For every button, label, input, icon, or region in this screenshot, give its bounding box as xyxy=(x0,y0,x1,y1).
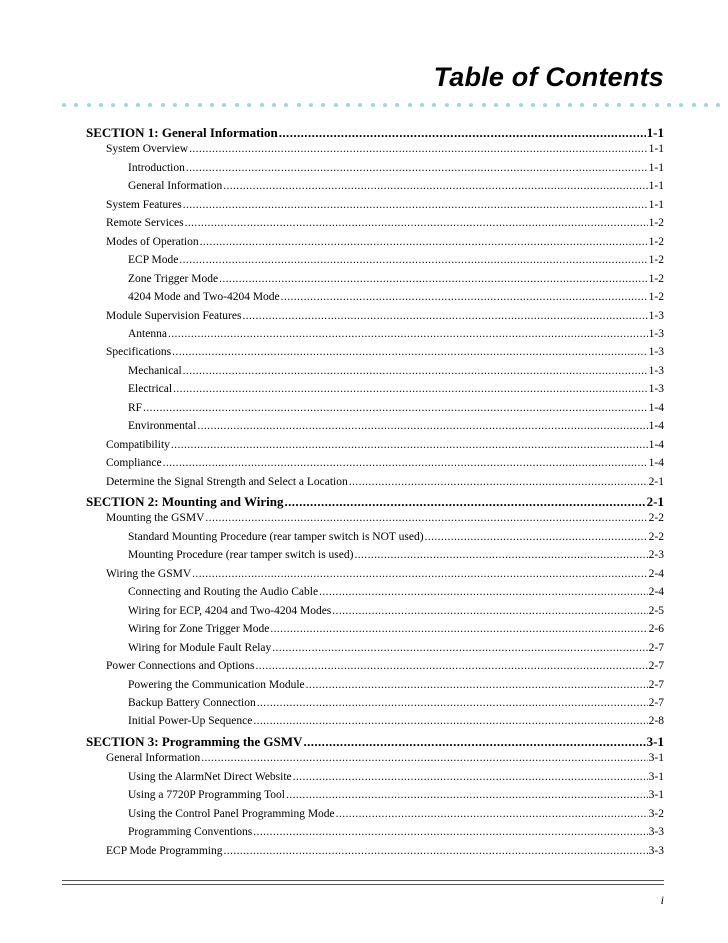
dot-leader xyxy=(172,346,648,358)
dot-leader xyxy=(253,715,647,727)
toc-entry-title: Modes of Operation xyxy=(106,235,199,248)
toc-page-number: 2-8 xyxy=(648,715,664,728)
toc-entry[interactable] xyxy=(128,402,664,420)
toc-entry[interactable] xyxy=(128,420,664,438)
toc-entry[interactable] xyxy=(106,845,664,863)
dot-leader xyxy=(201,752,647,764)
dot-leader xyxy=(173,383,648,395)
toc-entry-title: Wiring for Module Fault Relay xyxy=(128,641,272,654)
dot-leader xyxy=(197,420,647,432)
page-number: i xyxy=(660,893,664,907)
toc-entry[interactable] xyxy=(128,715,664,733)
dot-leader xyxy=(306,679,648,691)
dot-leader xyxy=(253,826,647,838)
divider-dot xyxy=(62,103,66,107)
dot-leader xyxy=(205,512,647,524)
footer-rule-secondary xyxy=(62,884,664,885)
toc-entry[interactable] xyxy=(128,679,664,697)
toc-page-number: 2-4 xyxy=(648,586,664,599)
toc-page-number: 1-3 xyxy=(648,309,664,322)
toc-entry[interactable] xyxy=(128,365,664,383)
toc-page-number: 3-3 xyxy=(648,826,664,839)
divider-dot xyxy=(210,103,214,107)
divider-dot xyxy=(667,103,671,107)
toc-page-number: 1-2 xyxy=(648,217,664,230)
dot-leader xyxy=(425,531,648,543)
divider-dot xyxy=(457,103,461,107)
toc-page-number: 2-4 xyxy=(648,567,664,580)
toc-entry[interactable] xyxy=(128,531,664,549)
dotted-divider xyxy=(62,103,728,107)
toc-entry[interactable] xyxy=(128,383,664,401)
toc-entry[interactable] xyxy=(128,162,664,180)
toc-page-number: 2-5 xyxy=(648,604,664,617)
toc-entry-title: RF xyxy=(128,401,143,414)
toc-entry-title: Mounting the GSMV xyxy=(106,512,205,525)
toc-page-number: 2-1 xyxy=(646,494,664,509)
toc-page-number: 1-3 xyxy=(648,364,664,377)
toc-page-number: 1-1 xyxy=(646,125,664,140)
dot-leader xyxy=(179,254,647,266)
toc-entry-title: Mechanical xyxy=(128,364,182,377)
toc-entry[interactable] xyxy=(106,476,664,494)
divider-dot xyxy=(482,103,486,107)
toc-entry-title: Initial Power-Up Sequence xyxy=(128,715,253,728)
dot-leader xyxy=(284,494,645,510)
divider-dot xyxy=(556,103,560,107)
toc-page-number: 2-3 xyxy=(648,549,664,562)
page-title: Table of Contents xyxy=(433,62,664,92)
toc-page-number: 1-2 xyxy=(648,291,664,304)
divider-dot xyxy=(692,103,696,107)
toc-entry[interactable] xyxy=(128,549,664,567)
divider-dot xyxy=(679,103,683,107)
toc-entry[interactable] xyxy=(106,143,664,161)
divider-dot xyxy=(568,103,572,107)
toc-entry-title: Backup Battery Connection xyxy=(128,696,256,709)
divider-dot xyxy=(432,103,436,107)
toc-section-entry[interactable] xyxy=(86,125,664,143)
divider-dot xyxy=(124,103,128,107)
toc-section-entry[interactable] xyxy=(86,734,664,752)
toc-page-number: 2-6 xyxy=(648,623,664,636)
toc-page-number: 1-4 xyxy=(648,438,664,451)
toc-page-number: 1-4 xyxy=(648,457,664,470)
divider-dot xyxy=(99,103,103,107)
toc-page-number: 1-3 xyxy=(648,346,664,359)
toc-entry[interactable] xyxy=(128,328,664,346)
divider-dot xyxy=(148,103,152,107)
dot-leader xyxy=(185,217,648,229)
toc-entry-title: Remote Services xyxy=(106,217,184,230)
toc-entry-title: Environmental xyxy=(128,420,197,433)
toc-entry[interactable] xyxy=(128,771,664,789)
divider-dot xyxy=(247,103,251,107)
toc-entry[interactable] xyxy=(128,826,664,844)
divider-dot xyxy=(161,103,165,107)
divider-dot xyxy=(272,103,276,107)
toc-page-number: 1-2 xyxy=(648,254,664,267)
toc-entry-title: Wiring for Zone Trigger Mode xyxy=(128,623,270,636)
dot-leader xyxy=(354,549,647,561)
dot-leader xyxy=(183,199,648,211)
divider-dot xyxy=(309,103,313,107)
toc-page-number: 1-3 xyxy=(648,327,664,340)
dot-leader xyxy=(349,476,648,488)
divider-dot xyxy=(371,103,375,107)
divider-dot xyxy=(506,103,510,107)
dot-leader xyxy=(186,162,648,174)
toc-entry[interactable] xyxy=(128,586,664,604)
toc-entry[interactable] xyxy=(128,605,664,623)
toc-entry-title: Compatibility xyxy=(106,438,170,451)
toc-page-number: 3-1 xyxy=(648,770,664,783)
toc-entry[interactable] xyxy=(128,789,664,807)
dot-leader xyxy=(270,623,647,635)
divider-dot xyxy=(655,103,659,107)
divider-dot xyxy=(716,103,720,107)
divider-dot xyxy=(531,103,535,107)
divider-dot xyxy=(235,103,239,107)
toc-entry[interactable] xyxy=(106,346,664,364)
toc-page-number: 1-2 xyxy=(648,272,664,285)
dot-leader xyxy=(272,642,647,654)
toc-entry-title: Compliance xyxy=(106,457,162,470)
toc-page-number: 2-2 xyxy=(648,512,664,525)
dot-leader xyxy=(336,808,648,820)
dot-leader xyxy=(293,771,648,783)
divider-dot xyxy=(87,103,91,107)
toc-entry-title: SECTION 2: Mounting and Wiring xyxy=(86,494,284,509)
toc-entry[interactable] xyxy=(106,568,664,586)
toc-entry[interactable] xyxy=(106,752,664,770)
dot-leader xyxy=(256,660,648,672)
toc-page-number: 1-1 xyxy=(648,198,664,211)
divider-dot xyxy=(260,103,264,107)
toc-entry[interactable] xyxy=(128,697,664,715)
toc-page-number: 2-7 xyxy=(648,678,664,691)
dot-leader xyxy=(257,697,648,709)
divider-dot xyxy=(321,103,325,107)
toc-entry[interactable] xyxy=(106,199,664,217)
divider-dot xyxy=(173,103,177,107)
divider-dot xyxy=(284,103,288,107)
toc-entry[interactable] xyxy=(128,291,664,309)
toc-entry-title: Determine the Signal Strength and Select a Location xyxy=(106,475,348,488)
dot-leader xyxy=(223,180,647,192)
toc-entry[interactable] xyxy=(106,217,664,235)
toc-entry-title: Introduction xyxy=(128,161,185,174)
toc-entry-title: Power Connections and Options xyxy=(106,660,255,673)
footer-rule xyxy=(62,880,664,881)
toc-entry-title: Antenna xyxy=(128,327,167,340)
dot-leader xyxy=(281,291,648,303)
divider-dot xyxy=(704,103,708,107)
divider-dot xyxy=(111,103,115,107)
toc-page-number: 1-2 xyxy=(648,235,664,248)
toc-entry-title: SECTION 1: General Information xyxy=(86,125,278,140)
toc-entry-title: Specifications xyxy=(106,346,172,359)
divider-dot xyxy=(334,103,338,107)
toc-entry-title: Mounting Procedure (rear tamper switch is used) xyxy=(128,549,354,562)
dot-leader xyxy=(168,328,648,340)
toc-entry[interactable] xyxy=(106,512,664,530)
toc-entry-title: Zone Trigger Mode xyxy=(128,272,219,285)
toc-entry-title: System Features xyxy=(106,198,182,211)
toc-entry-title: Module Supervision Features xyxy=(106,309,242,322)
toc-entry[interactable] xyxy=(128,642,664,660)
dot-leader xyxy=(183,365,648,377)
divider-dot xyxy=(543,103,547,107)
toc-entry-title: Using the Control Panel Programming Mode xyxy=(128,807,335,820)
divider-dot xyxy=(605,103,609,107)
dot-leader xyxy=(319,586,648,598)
toc-page-number: 3-3 xyxy=(648,844,664,857)
toc-page-number: 1-1 xyxy=(648,161,664,174)
dot-leader xyxy=(219,273,648,285)
toc-entry-title: General Information xyxy=(128,180,223,193)
toc-entry-title: Wiring for ECP, 4204 and Two-4204 Modes xyxy=(128,604,332,617)
toc-entry[interactable] xyxy=(128,623,664,641)
divider-dot xyxy=(408,103,412,107)
toc-page-number: 2-7 xyxy=(648,641,664,654)
divider-dot xyxy=(74,103,78,107)
divider-dot xyxy=(198,103,202,107)
divider-dot xyxy=(593,103,597,107)
toc-entry-title: Connecting and Routing the Audio Cable xyxy=(128,586,319,599)
toc-entry-title: Electrical xyxy=(128,383,173,396)
dot-leader xyxy=(332,605,647,617)
dot-leader xyxy=(286,789,648,801)
toc-entry-title: Using the AlarmNet Direct Website xyxy=(128,770,292,783)
toc-page-number: 2-7 xyxy=(648,696,664,709)
toc-entry[interactable] xyxy=(128,254,664,272)
dot-leader xyxy=(279,125,646,141)
toc-entry[interactable] xyxy=(106,439,664,457)
toc-entry-title: Standard Mounting Procedure (rear tamper switch is NOT used) xyxy=(128,530,424,543)
dot-leader xyxy=(200,236,648,248)
toc-entry[interactable] xyxy=(106,660,664,678)
toc-entry-title: ECP Mode Programming xyxy=(106,844,223,857)
toc-entry-title: Programming Conventions xyxy=(128,826,253,839)
toc-entry[interactable] xyxy=(128,808,664,826)
toc-entry-title: ECP Mode xyxy=(128,254,179,267)
divider-dot xyxy=(383,103,387,107)
toc-page-number: 2-1 xyxy=(648,475,664,488)
dot-leader xyxy=(192,568,648,580)
toc-entry[interactable] xyxy=(106,457,664,475)
divider-dot xyxy=(630,103,634,107)
divider-dot xyxy=(346,103,350,107)
dot-leader xyxy=(189,143,648,155)
divider-dot xyxy=(395,103,399,107)
toc-page-number: 2-2 xyxy=(648,530,664,543)
toc-page-number: 3-1 xyxy=(648,789,664,802)
divider-dot xyxy=(445,103,449,107)
toc-page-number: 3-1 xyxy=(646,733,664,749)
dot-leader xyxy=(303,734,645,750)
toc-page-number: 3-2 xyxy=(648,807,664,820)
divider-dot xyxy=(494,103,498,107)
dot-leader xyxy=(163,457,648,469)
toc-page-number: 1-1 xyxy=(648,180,664,193)
toc-entry-title: SECTION 3: Programming the GSMV xyxy=(86,733,303,749)
dot-leader xyxy=(143,402,648,414)
divider-dot xyxy=(469,103,473,107)
divider-dot xyxy=(617,103,621,107)
divider-dot xyxy=(420,103,424,107)
toc-page-number: 2-7 xyxy=(648,660,664,673)
divider-dot xyxy=(297,103,301,107)
toc-page-number: 1-4 xyxy=(648,401,664,414)
divider-dot xyxy=(358,103,362,107)
toc-section-entry[interactable] xyxy=(86,494,664,512)
divider-dot xyxy=(222,103,226,107)
toc-page-number: 1-4 xyxy=(648,420,664,433)
divider-dot xyxy=(580,103,584,107)
toc-entry-title: System Overview xyxy=(106,143,189,156)
divider-dot xyxy=(136,103,140,107)
dot-leader xyxy=(242,310,647,322)
dot-leader xyxy=(224,845,648,857)
toc-page-number: 1-3 xyxy=(648,383,664,396)
toc-entry[interactable] xyxy=(106,236,664,254)
divider-dot xyxy=(642,103,646,107)
toc-entry[interactable] xyxy=(128,273,664,291)
toc-entry[interactable] xyxy=(128,180,664,198)
toc-entry[interactable] xyxy=(106,310,664,328)
dot-leader xyxy=(171,439,648,451)
toc-page-number: 3-1 xyxy=(648,752,664,765)
toc-entry-title: Powering the Communication Module xyxy=(128,678,305,691)
divider-dot xyxy=(519,103,523,107)
toc-page-number: 1-1 xyxy=(648,143,664,156)
divider-dot xyxy=(185,103,189,107)
toc-entry-title: 4204 Mode and Two-4204 Mode xyxy=(128,291,280,304)
toc-entry-title: General Information xyxy=(106,752,201,765)
toc-entry-title: Using a 7720P Programming Tool xyxy=(128,789,286,802)
toc-entry-title: Wiring the GSMV xyxy=(106,567,192,580)
